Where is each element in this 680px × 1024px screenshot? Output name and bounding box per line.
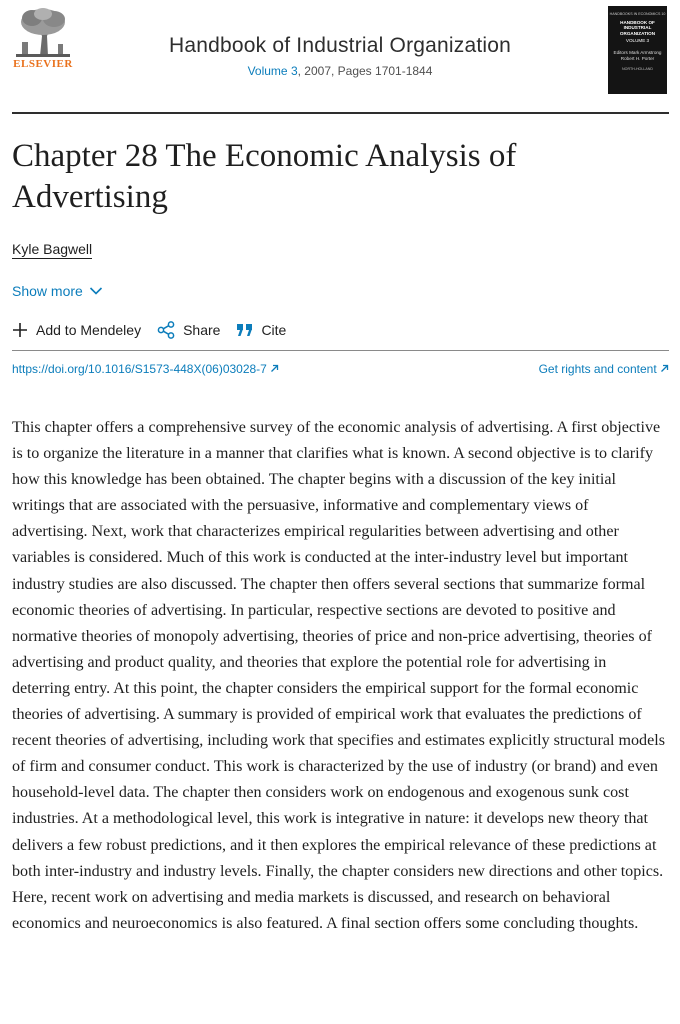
cite-label: Cite	[261, 322, 287, 338]
actions-divider	[12, 350, 669, 351]
quote-icon	[236, 323, 253, 337]
mendeley-label: Add to Mendeley	[36, 322, 142, 338]
cover-series: HANDBOOKS IN ECONOMICS 10	[609, 12, 666, 16]
author-link[interactable]: Kyle Bagwell	[12, 241, 93, 257]
doi-link[interactable]	[12, 362, 279, 376]
rights-link[interactable]	[539, 362, 669, 376]
doi-text: https://doi.org/10.1016/S1573-448X(06)03028-7	[12, 362, 267, 376]
journal-title[interactable]: Handbook of Industrial Organization	[168, 34, 512, 57]
chevron-down-icon	[89, 286, 103, 296]
show-more-button[interactable]	[12, 283, 103, 299]
cite-button[interactable]	[236, 322, 286, 338]
cover-publisher: NORTH-HOLLAND	[622, 67, 653, 72]
external-link-icon	[270, 364, 279, 373]
journal-heading	[100, 34, 580, 78]
journal-meta	[100, 64, 580, 78]
tree-icon	[12, 6, 74, 58]
cover-volume: VOLUME 3	[625, 38, 650, 44]
external-link-icon	[660, 364, 669, 373]
abstract-text: This chapter offers a comprehensive survey of the economic analysis of advertising. A first objective is to organize the literature in a manner that clarifies what is known. A second objective is to clarify how this knowledge has been obtained. The chapter begins with a discussion of the key initial writings that are associated with the persuasive, informative and complementary views of advertising. Next, work that characterizes empirical regularities between advertising and other variables is considered. Much of this work is conducted at the inter-industry level but important industry studies are also discussed. The chapter then offers several sections that summarize formal economic theories of advertising. In particular, respective sections are devoted to positive and normative theories of monopoly advertising, theories of price and non-price advertising, theories of advertising and product quality, and theories that explore the potential role for advertising in deterring entry. At this point, the chapter considers the empirical support for the formal economic theories of advertising. A summary is provided of empirical work that evaluates the predictions of recent theories of advertising, including work that specifies and estimates explicitly structural models of firm and consumer conduct. This work is characterized by the use of industry (or brand) and even household-level data. The chapter then considers work on endogenous and exogenous sunk cost industries. At a methodological level, this work is integrative in nature: it develops new theory that delivers a few robust predictions, and it then explores the empirical relevance of these predictions at both inter-industry and industry levels. Finally, the chapter considers new directions and other topics. Here, recent work on advertising and media markets is discussed, and research on behavioral economics and neuroeconomics is also featured. A final section offers some concluding thoughts.	[12, 419, 665, 932]
rights-text: Get rights and content	[538, 362, 657, 376]
cover-title: HANDBOOK OF INDUSTRIAL ORGANIZATION	[619, 19, 656, 36]
chapter-title: Chapter 28 The Economic Analysis of Advertising	[12, 138, 517, 215]
header-divider	[12, 112, 669, 114]
share-icon	[157, 321, 175, 339]
cover-editors: Editors Mark Armstrong Robert H. Porter	[613, 49, 662, 61]
share-label: Share	[183, 322, 221, 338]
article-actions	[12, 321, 302, 339]
add-to-mendeley-button[interactable]	[12, 322, 141, 338]
show-more-label: Show more	[12, 283, 83, 299]
share-button[interactable]	[157, 321, 220, 339]
elsevier-wordmark: ELSEVIER	[13, 58, 73, 70]
book-cover[interactable]	[608, 6, 667, 94]
volume-link[interactable]: Volume 3	[247, 64, 298, 78]
volume-pages: , 2007, Pages 1701-1844	[297, 64, 433, 78]
plus-icon	[12, 322, 28, 338]
